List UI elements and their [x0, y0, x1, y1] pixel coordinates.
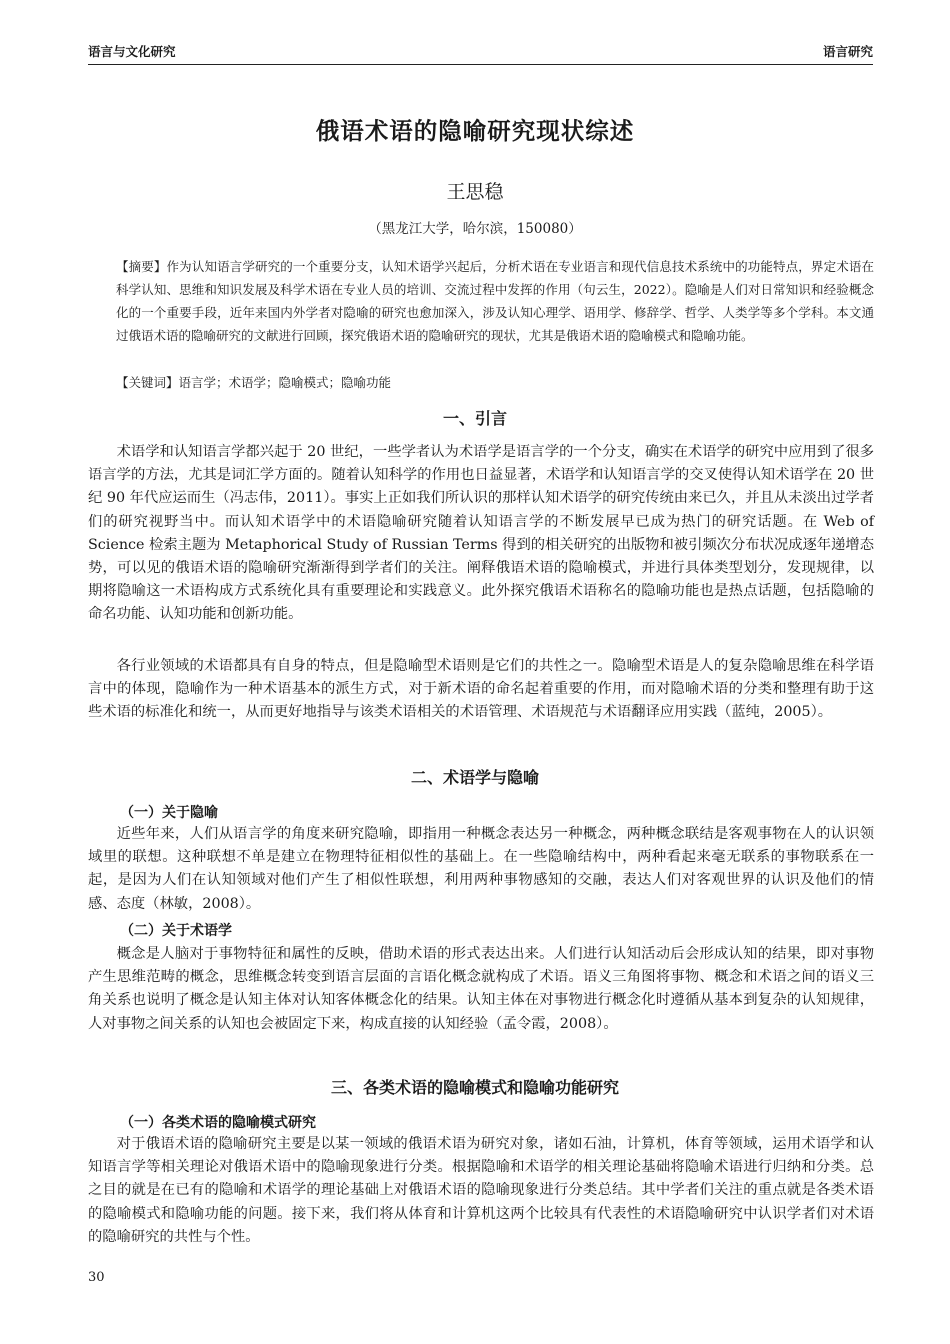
- section-heading-metaphor-patterns: 三、各类术语的隐喻模式和隐喻功能研究: [330, 1078, 619, 1097]
- subsection-heading-terminology: （二）关于术语学: [120, 923, 232, 939]
- paragraph: 对于俄语术语的隐喻研究主要是以某一领域的俄语术语为研究对象，诸如石油，计算机，体育等领域，运用术语学和认知语言学等相关理论对俄语术语中的隐喻现象进行分类。根据隐喻和术语学的相关理论基础将隐喻术语进行归纳和分类。总之目的就是在已有的隐喻和术语学的理论基础上对俄语术语的隐喻现象进行分类总结。其中学者们关注的重点就是各类术语的隐喻模式和隐喻功能的问题。接下来，我们将从体育和计算机这两个比较具有代表性的术语隐喻研究中认识学者们对术语的隐喻研究的共性与个性。: [88, 1136, 874, 1245]
- subsection-heading-metaphor-patterns: （一）各类术语的隐喻模式研究: [120, 1115, 316, 1131]
- section-heading-terminology-and-metaphor: 二、术语学与隐喻: [410, 768, 539, 787]
- keywords-text: 语言学；术语学；隐喻模式；隐喻功能: [178, 375, 392, 390]
- paragraph: 术语学和认知语言学都兴起于 20 世纪，一些学者认为术语学是语言学的一个分支，确实在术语学的研究中应用到了很多语言学的方法，尤其是词汇学方面的。随着认知科学的作用也日益显著，术语学和认知语言学的交叉使得认知术语学在 20 世纪 90 年代应运而生（冯志伟，2011）。事实上正如我们所认识的那样认知术语学的研究传统由来已久，并且从未淡出过学者们的研究视野当中。而认知术语学中的术语隐喻研究随着认知语言学的不断发展早已成为热门的研究话题。在 Web of Science 检索主题为 Metaphorical Study of Russian Terms 得到的相关研究的出版物和被引频次分布状况成逐年递增态势，可以见的俄语术语的隐喻研究渐渐得到学者们的关注。阐释俄语术语的隐喻模式，并进行具体类型划分，发现规律，以期将隐喻这一术语构成方式系统化具有重要理论和实践意义。此外探究俄语术语称名的隐喻功能也是热点话题，包括隐喻的命名功能、认知功能和创新功能。: [88, 444, 874, 623]
- paragraph: 各行业领域的术语都具有自身的特点，但是隐喻型术语则是它们的共性之一。隐喻型术语是人的复杂隐喻思维在科学语言中的体现，隐喻作为一种术语基本的派生方式，对于新术语的命名起着重要的作用，而对隐喻术语的分类和整理有助于这些术语的标准化和统一，从而更好地指导与该类术语相关的术语管理、术语规范与术语翻译应用实践（蓝纯，2005）。: [88, 658, 874, 721]
- author-name: 王思稳: [446, 181, 504, 203]
- article-title: 俄语术语的隐喻研究现状综述: [315, 117, 635, 145]
- abstract-label: 【摘要】: [116, 259, 167, 274]
- section-heading-introduction: 一、引言: [442, 409, 507, 428]
- paragraph: 近些年来，人们从语言学的角度来研究隐喻，即指用一种概念表达另一种概念，两种概念联结是客观事物在人的认识领域里的联想。这种联想不单是建立在物理特征相似性的基础上。在一些隐喻结构中，两种看起来毫无联系的事物联系在一起，是因为人们在认知领域对他们产生了相似性联想，利用两种事物感知的交融，表达人们对客观世界的认识及他们的情感、态度（林敏，2008）。: [88, 826, 874, 912]
- paragraph: 概念是人脑对于事物特征和属性的反映，借助术语的形式表达出来。人们进行认知活动后会形成认知的结果，即对事物产生思维范畴的概念，思维概念转变到语言层面的言语化概念就构成了术语。语义三角图将事物、概念和术语之间的语义三角关系也说明了概念是认知主体对认知客体概念化的结果。认知主体在对事物进行概念化时遵循从基本到复杂的认知规律，人对事物之间关系的认知也会被固定下来，构成直接的认知经验（孟令霞，2008）。: [88, 946, 874, 1032]
- running-header: [88, 40, 873, 65]
- keywords: [116, 371, 874, 394]
- abstract: [116, 255, 874, 347]
- header-column-name: 语言研究: [822, 44, 873, 59]
- subsection-heading-metaphor: （一）关于隐喻: [120, 805, 218, 821]
- author-affiliation: （黑龙江大学，哈尔滨，150080）: [368, 221, 582, 237]
- header-journal-section: 语言与文化研究: [88, 44, 176, 59]
- abstract-text: 作为认知语言学研究的一个重要分支，认知术语学兴起后，分析术语在专业语言和现代信息技术系统中的功能特点，界定术语在科学认知、思维和知识发展及科学术语在专业人员的培训、交流过程中发挥的作用（句云生，2022）。隐喻是人们对日常知识和经验概念化的一个重要手段，近年来国内外学者对隐喻的研究也愈加深入，涉及认知心理学、语用学、修辞学、哲学、人类学等多个学科。本文通过俄语术语的隐喻研究的文献进行回顾，探究俄语术语的隐喻研究的现状，尤其是俄语术语的隐喻模式和隐喻功能。: [116, 259, 874, 343]
- keywords-label: 【关键词】: [116, 375, 179, 390]
- page-number: 30: [88, 1270, 105, 1285]
